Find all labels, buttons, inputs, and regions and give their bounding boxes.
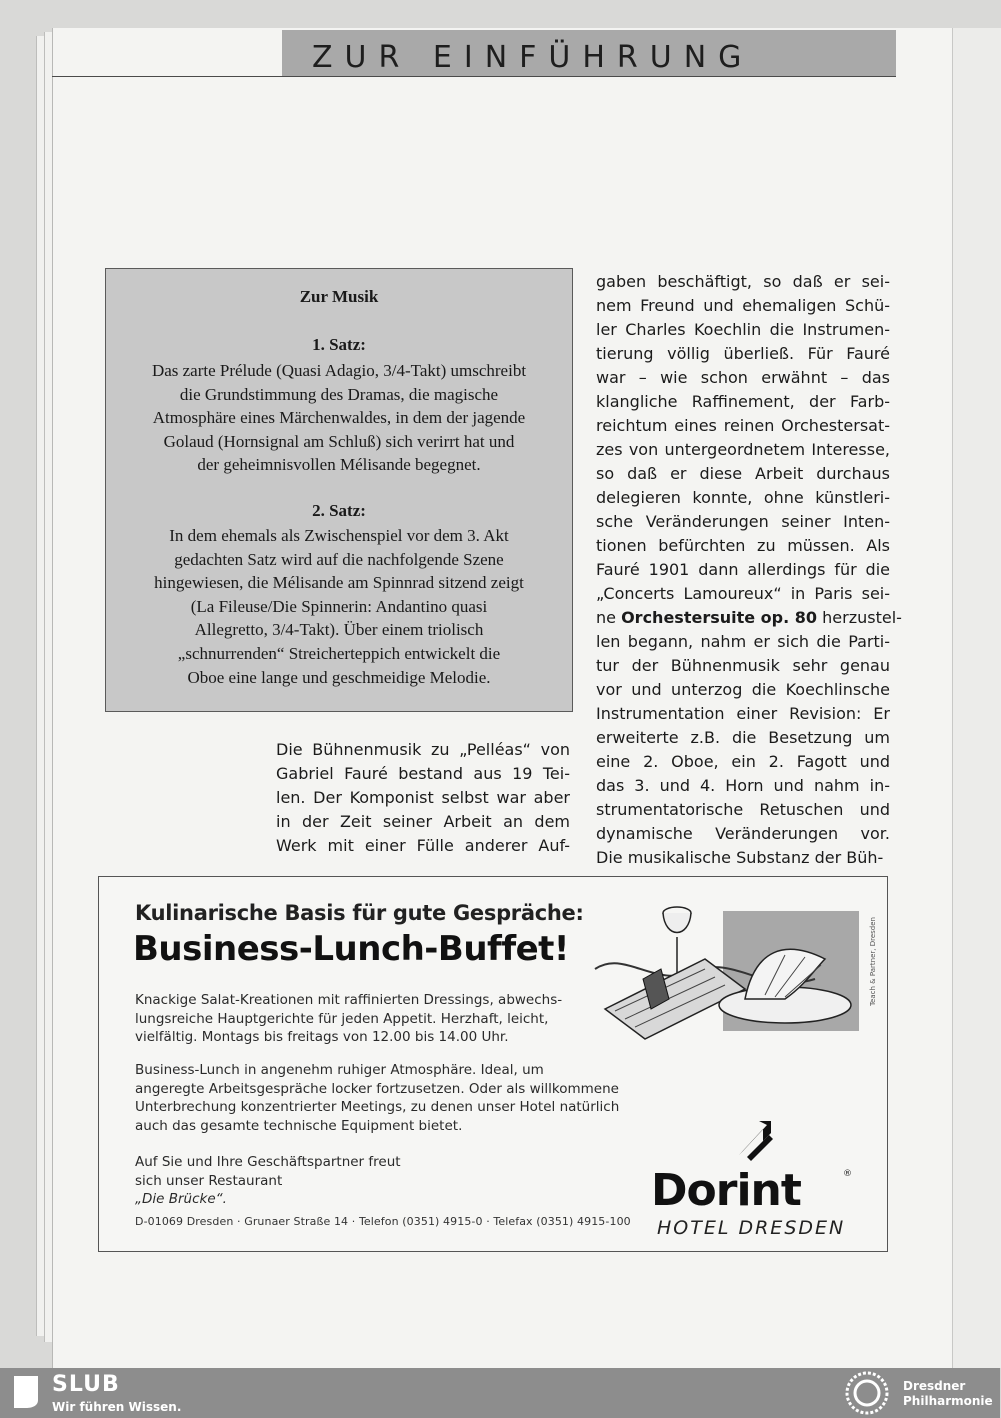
orchestra-name-line-2[interactable]: Philharmonie [903, 1394, 993, 1408]
text-line: Fauré 1901 dann allerdings für die [596, 560, 890, 579]
text-line: Werk mit einer Fülle anderer Auf- [276, 836, 570, 855]
ad-title: Business-Lunch-Buffet! [133, 929, 569, 969]
ad-paragraph-1 [135, 991, 562, 1047]
text-line: tionen befürchten zu müssen. Als [596, 536, 890, 555]
text-line: nem Freund und ehemaligen Schü- [596, 296, 890, 315]
text-line: hingewiesen, die Mélisande am Spinnrad sitzend zeigt [154, 573, 524, 593]
text-line: lungsreiche Hauptgerichte für jeden Appetit. Herzhaft, leicht, [135, 1010, 549, 1027]
text-line: auch das gesamte technische Equipment bietet. [135, 1117, 463, 1134]
text-line: len. Der Komponist selbst war aber [276, 788, 570, 807]
text-line: klangliche Raffinement, der Farb- [596, 392, 890, 411]
text-line: Golaud (Hornsignal am Schluß) sich verirrt hat und [163, 431, 515, 451]
text-line-with-bold [596, 606, 902, 630]
section-1-heading: 1. Satz: [312, 335, 366, 354]
text-line [135, 1172, 401, 1209]
text-line: „Concerts Lamoureux“ in Paris sei- [596, 584, 890, 603]
orchestra-name-line-1[interactable]: Dresdner [903, 1379, 966, 1393]
text-line: Unterbrechung konzentrierter Meetings, zu denen unser Hotel natürlich [135, 1099, 620, 1115]
library-name[interactable]: SLUB [52, 1372, 120, 1397]
text-line: so daß er diese Arbeit durchaus [596, 464, 890, 483]
left-column-text [276, 738, 570, 858]
text-line: vielfältig. Montags bis freitags von 12.00 bis 14.00 Uhr. [135, 1029, 509, 1045]
text-line: die Grundstimmung des Dramas, die magische [179, 384, 499, 404]
line-prefix: ne [596, 608, 622, 627]
slub-logo-icon [10, 1374, 42, 1410]
text-line: in der Zeit seiner Arbeit an dem [276, 812, 570, 831]
text-line: Die Bühnenmusik zu „Pelléas“ von [276, 740, 570, 759]
logo-wordmark: Dorint [651, 1165, 801, 1216]
text-line: Atmosphäre eines Märchenwaldes, in dem der jagende [152, 408, 526, 428]
logo-arrow-icon [733, 1117, 777, 1161]
text-line: tur der Bühnenmusik sehr genau [596, 656, 890, 675]
dorint-logo [651, 1117, 857, 1237]
text-line: angeregte Arbeitsgespräche locker fortzusetzen. Oder als willkommene [135, 1080, 619, 1097]
music-info-box [105, 268, 573, 712]
text-line: Gabriel Fauré bestand aus 19 Tei- [276, 764, 570, 783]
text-line: Das zarte Prélude (Quasi Adagio, 3/4-Takt) umschreibt [151, 361, 527, 380]
text-line: Knackige Salat-Kreationen mit raffinierten Dressings, abwechs- [135, 992, 563, 1008]
hotel-address: D-01069 Dresden · Grunaer Straße 14 · Telefon (0351) 4915-0 · Telefax (0351) 4915-100 [135, 1215, 631, 1228]
section-header: ZUR EINFÜHRUNG [282, 30, 896, 76]
box-title: Zur Musik [299, 287, 379, 306]
text-line: zes von untergeordnetem Interesse, [596, 440, 890, 459]
section-1-text [120, 359, 558, 477]
text-line: strumentatorische Retuschen und [596, 800, 890, 819]
text-line: delegieren konnte, ohne künstleri- [596, 488, 890, 507]
wine-glass [663, 913, 691, 933]
facing-page-edge [952, 28, 1001, 1368]
text-line: len begann, nahm er sich die Parti- [596, 632, 890, 651]
text-line: gedachten Satz wird auf die nachfolgende Szene [174, 549, 504, 569]
hotel-advertisement [98, 876, 888, 1252]
text-line: ler Charles Koechlin die Instrumen- [596, 320, 890, 339]
text-line: „schnurrenden“ Streicherteppich entwickelt die [177, 643, 501, 663]
library-tagline: Wir führen Wissen. [52, 1400, 182, 1414]
lunch-illustration [585, 899, 861, 1049]
restaurant-name: „Die Brücke“. [135, 1191, 227, 1207]
text-line: gaben beschäftigt, so daß er sei- [596, 272, 890, 291]
line-suffix: herzustel- [817, 608, 902, 627]
text-line: Oboe eine lange und geschmeidige Melodie. [187, 667, 491, 687]
text-line: In dem ehemals als Zwischenspiel vor dem 3. Akt [169, 526, 509, 545]
text-line: erweiterte z.B. die Besetzung um [596, 728, 890, 747]
text-line: reichtum eines reinen Orchestersat- [596, 416, 890, 435]
section-2-heading: 2. Satz: [312, 501, 366, 520]
text-line: der geheimnisvollen Mélisande begegnet. [197, 455, 481, 475]
text-line: Business-Lunch in angenehm ruhiger Atmosphäre. Ideal, um [135, 1062, 544, 1078]
design-credit: Teach & Partner, Dresden [869, 917, 877, 1007]
text-line: sche Veränderungen seiner Inten- [596, 512, 890, 531]
text-line: tierung völlig überließ. Für Fauré [596, 344, 890, 363]
text-line: (La Fileuse/Die Spinnerin: Andantino quasi [190, 596, 488, 616]
text-line: das 3. und 4. Horn und nahm in- [596, 776, 890, 795]
digitization-footer [0, 1368, 1000, 1418]
text-line: war – wie schon erwähnt – das [596, 368, 890, 387]
ad-paragraph-2 [135, 1061, 619, 1135]
section-2-text [120, 524, 558, 689]
bold-term: Orchestersuite op. 80 [621, 608, 818, 627]
text-line: Instrumentation einer Revision: Er [596, 704, 890, 723]
ad-headline: Kulinarische Basis für gute Gespräche: [135, 901, 584, 925]
text-line: Die musikalische Substanz der Büh- [596, 848, 884, 867]
right-column-text [596, 270, 902, 870]
registered-mark: ® [843, 1169, 852, 1179]
text-line: Allegretto, 3/4-Takt). Über einem triolisch [194, 620, 484, 640]
line-prefix: sich unser Restaurant [135, 1172, 283, 1189]
text-line: vor und unterzog die Koechlinsche [596, 680, 890, 699]
logo-subtitle: HOTEL DRESDEN [657, 1217, 846, 1239]
text-line: eine 2. Oboe, ein 2. Fagott und [596, 752, 890, 771]
philharmonie-logo-icon [842, 1370, 892, 1416]
header-rule [52, 76, 896, 77]
text-line: dynamische Veränderungen vor. [596, 824, 890, 843]
text-line: Auf Sie und Ihre Geschäftspartner freut [135, 1154, 401, 1170]
ad-paragraph-3 [135, 1153, 401, 1209]
